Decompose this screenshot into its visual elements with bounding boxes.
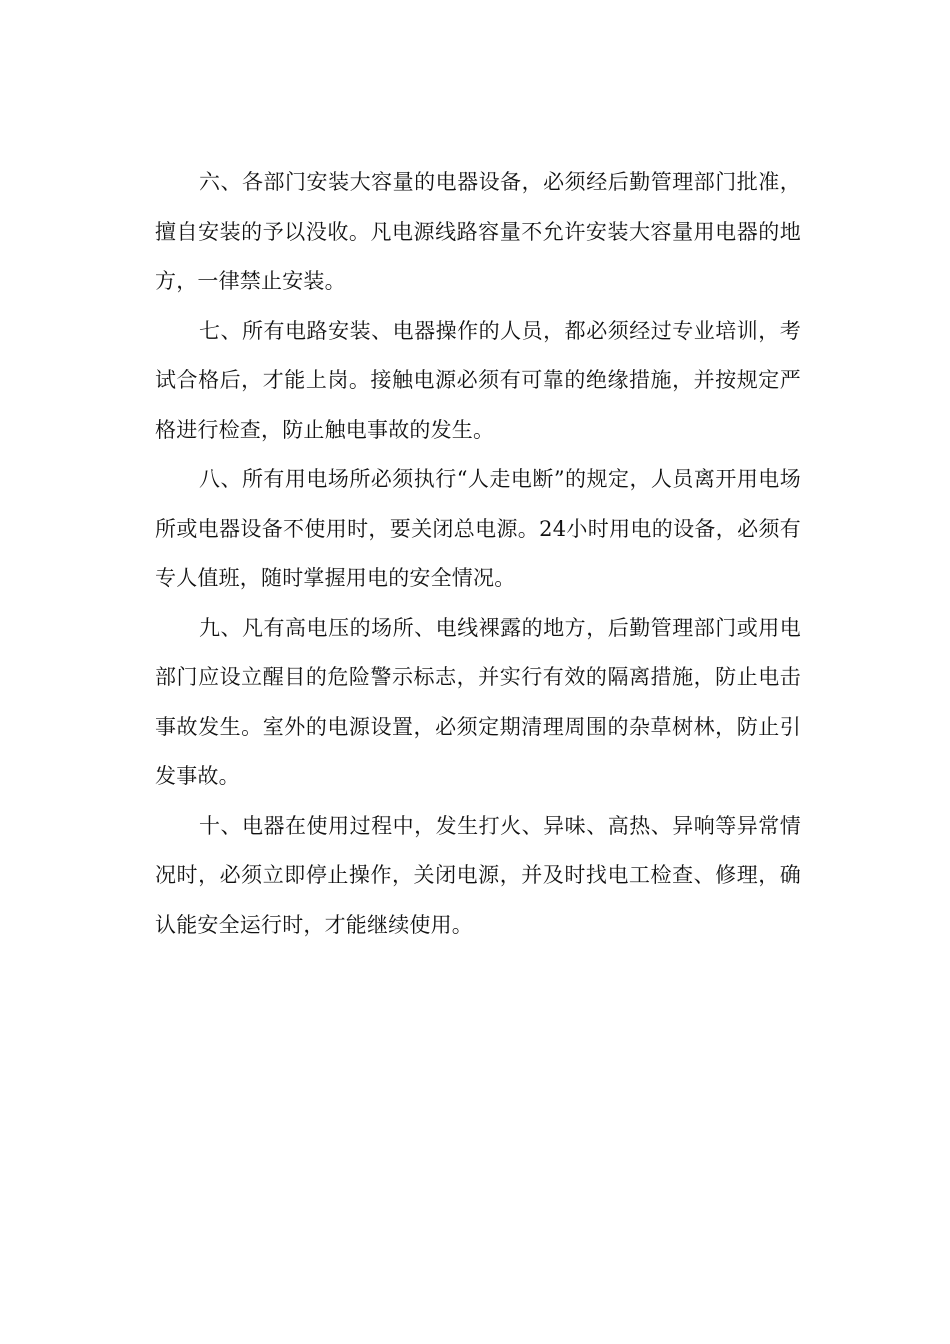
paragraph-9: 九、凡有高电压的场所、电线裸露的地方，后勤管理部门或用电部门应设立醒目的危险警示标志，并实行有效的隔离措施，防止电击事故发生。室外的电源设置，必须定期清理周围的杂草树林，防止引发事故。: [155, 615, 801, 788]
paragraph-6: 六、各部门安装大容量的电器设备，必须经后勤管理部门批准，擅自安装的予以没收。凡电源线路容量不允许安装大容量用电器的地方，一律禁止安装。: [155, 170, 801, 293]
paragraph-8: 八、所有用电场所必须执行“人走电断”的规定，人员离开用电场所或电器设备不使用时，要关闭总电源。24小时用电的设备，必须有专人值班，随时掌握用电的安全情况。: [155, 467, 801, 590]
paragraph-10: 十、电器在使用过程中，发生打火、异味、高热、异响等异常情况时，必须立即停止操作，关闭电源，并及时找电工检查、修理，确认能安全运行时，才能继续使用。: [155, 813, 801, 937]
document-body: [155, 158, 801, 950]
paragraph-7: 七、所有电路安装、电器操作的人员，都必须经过专业培训，考试合格后，才能上岗。接触电源必须有可靠的绝缘措施，并按规定严格进行检查，防止触电事故的发生。: [155, 318, 801, 442]
